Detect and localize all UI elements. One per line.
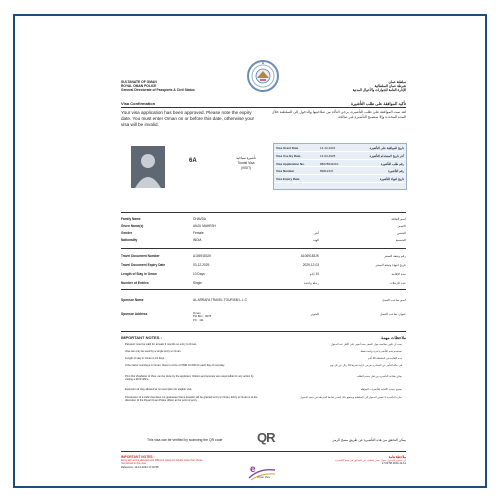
field-value-ar: الهند <box>313 237 319 242</box>
note-item: Possession of a valid visa does not guarantee that a traveller will be granted entry to Oman. Entry to Oman is at the discretion of the Royal Oman Police officer at the point of entry. <box>125 396 258 403</box>
visa-info-label: Visa Application No. <box>276 161 305 166</box>
visa-info-label: Visa Number <box>276 169 295 174</box>
field-value-ar: 2029-12-03 <box>302 262 319 267</box>
visa-info-label: Visa Use By Date <box>276 153 301 158</box>
field-label-ar: تاريخ انتهاء وثيقة السفر <box>375 262 406 267</box>
field-label: Sponsor Address <box>121 311 148 316</box>
field-label-ar: الاسم <box>398 223 406 228</box>
field-label-ar: عنوان صاحب العمل <box>380 311 406 316</box>
note-item: Visa can only be used by a single entry to Oman. <box>125 350 182 353</box>
field-value: Single <box>193 280 202 285</box>
note-item: Print this Visa/letter of Visa, can be done by the applicant. Visitors and sponsor are responsible for any action by visiting a ROP office. <box>125 375 254 382</box>
divider <box>121 331 406 332</box>
note-item: Passport must be valid for at least 6 months on entry to Oman. <box>125 343 197 346</box>
visa-info-row <box>274 167 406 175</box>
note-item-ar: في حالة التأخر عن المغادرة تفرض غرامة قدرها 10 ريال عن كل يوم <box>330 364 402 367</box>
visa-info-value: 89812347 <box>320 169 334 174</box>
footer-notes <box>121 455 211 470</box>
divider <box>121 451 406 452</box>
applicant-photo <box>131 146 165 188</box>
visa-type-name: Tourist Visa <box>237 161 255 165</box>
field-label-ar: عدد الرحلات <box>389 280 406 285</box>
footer-ref-ar: 2024-12-14 17:02:58 <box>381 462 406 466</box>
note-item: Length of stay in Oman is 10 days. <box>125 357 165 360</box>
note-item: If the visitor overstays in Oman, there is a fine of OMR 10.000 for each day of overstay. <box>125 364 225 367</box>
visa-info-row <box>274 144 406 152</box>
field-value: ANJU MAHESH <box>193 223 216 228</box>
divider <box>121 248 406 249</box>
footer-notes-text: Entry will not be allowed with different passport details other than those mentioned in this visa. <box>121 459 203 466</box>
footer-notes-title-ar: ملاحظة هامة <box>388 455 406 459</box>
header-left-line: SULTANATE OF OMAN <box>121 80 157 84</box>
field-value: CHAVDA <box>193 216 207 221</box>
personal-row <box>121 236 406 243</box>
field-label: Nationality <box>121 237 138 242</box>
document-frame <box>13 14 487 488</box>
notes-list <box>121 343 261 423</box>
qr-label: QR <box>257 430 275 445</box>
personal-row <box>121 215 406 222</box>
visa-info-label-ar: آخر تاريخ لاستخدام التأشيرة <box>369 153 404 158</box>
travel-row <box>121 270 406 277</box>
sponsor-row <box>121 310 406 326</box>
visa-info-label-ar: رقم طلب التأشيرة <box>380 161 404 166</box>
header-left-line: General Directorate of Passports & Civil Status <box>121 88 195 93</box>
field-value: A1069183JK <box>193 253 212 258</box>
visa-confirmation-title-ar: تأكيد الموافقة على طلب التأشيرة <box>351 101 406 106</box>
footer-notes-ar <box>316 455 406 467</box>
visa-info-row <box>274 175 406 183</box>
divider <box>121 289 406 290</box>
qr-code-badge[interactable] <box>257 430 277 448</box>
personal-row <box>121 229 406 236</box>
visa-type-name-ar: تأشيرة سياحية <box>236 156 256 160</box>
visa-info-value: 14-12-2024 <box>320 146 336 150</box>
field-value-ar: 10 أيام <box>309 271 319 276</box>
footer-notes-title: IMPORTANT NOTES : <box>121 455 155 459</box>
field-value: 03-12-2029 <box>193 262 210 267</box>
field-value-ar: الخوير <box>310 311 319 316</box>
field-label-ar: مدة الإقامة <box>391 271 406 276</box>
footer-notes-text-ar: لن يسمح بالدخول بجواز سفر مختلف عن المذكور في هذه التأشيرة <box>335 459 406 463</box>
field-label: Travel Document Expiry Date <box>121 262 166 267</box>
field-label: Family Name <box>121 216 141 221</box>
field-label-ar: رقم وثيقة السفر <box>384 253 406 258</box>
visa-type-sub: (VISIT) <box>240 166 252 170</box>
field-label: Gender <box>121 230 133 235</box>
visa-info-label-ar: رقم التأشيرة <box>388 169 404 174</box>
note-item-ar: يمكن طباعة التأشيرة من قبل مقدم الطلب <box>356 375 402 378</box>
visa-info-label: Visa Grant Date <box>276 146 299 150</box>
visa-info-label-ar: تاريخ الموافقة على التأشيرة <box>369 146 404 150</box>
visa-info-row <box>274 160 406 168</box>
royal-oman-police-emblem <box>245 58 281 94</box>
travel-row <box>121 279 406 286</box>
field-label: Sponsor Name <box>121 297 144 302</box>
field-value: 10 Days <box>193 271 205 276</box>
field-value-ar: رحلة واحدة <box>304 280 319 285</box>
note-item: Extension of stay allowed at no exemption for eligible visa. <box>125 388 193 391</box>
footer-ref: Reference: 14-12-2024 17:02:58 <box>121 465 159 469</box>
field-label: Length of Stay in Oman <box>121 271 157 276</box>
field-value-ar: أنثى <box>313 230 319 235</box>
note-item-ar: تستخدم هذه التأشيرة لمرة واحدة فقط <box>360 350 402 353</box>
divider <box>121 212 406 213</box>
header-right-line: شرطة عمان السلطانية <box>374 84 406 89</box>
sponsor-row <box>121 296 406 303</box>
visa-info-row <box>274 152 406 160</box>
note-item-ar: يجب أن تكون صلاحية جواز السفر ستة أشهر على الأقل عند الدخول <box>330 343 402 346</box>
visa-info-label-ar: تاريخ انتهاء التأشيرة <box>379 177 404 182</box>
header-left-line: ROYAL OMAN POLICE <box>121 84 157 89</box>
field-value: INDIA <box>193 237 202 242</box>
travel-row <box>121 252 406 259</box>
field-label-ar: الجنسية <box>395 237 406 242</box>
field-label: Given Name(s) <box>121 223 144 228</box>
note-item-ar: مدة الإقامة في السلطنة 10 أيام <box>368 357 402 360</box>
visa-info-value: 13-03-2025 <box>320 153 336 158</box>
visa-info-label: Visa Expiry Date <box>276 177 300 182</box>
verify-text: This visa can be verified by scanning the QR code <box>147 438 223 442</box>
field-label-ar: اسم صاحب العمل <box>382 297 406 302</box>
visa-type-code: 6A <box>189 158 197 164</box>
notes-title-ar: ملاحظات مهمة <box>381 335 406 340</box>
field-label: Travel Document Number <box>121 253 160 258</box>
header-right-line: الإدارة العامة للجوازات والأحوال المدنية <box>352 88 406 93</box>
field-label: Number of Entries <box>121 280 149 285</box>
evisa-logo-caption: Oman Visa <box>257 476 270 479</box>
evisa-logo <box>247 464 277 482</box>
field-value: AL ARRAFA TRAVEL TOURISM L.L.C <box>193 297 247 302</box>
field-label-ar: اسم العائلة <box>391 216 406 221</box>
verify-text-ar: يمكن التحقق من هذه التأشيرة عن طريق مسح الرمز <box>332 438 406 442</box>
note-item-ar: يسمح بتمديد الإقامة للتأشيرات المؤهلة <box>360 388 402 391</box>
person-silhouette-icon <box>131 146 165 188</box>
visa-info-panel <box>273 143 407 190</box>
header-right <box>353 80 406 93</box>
approval-message: Your visa application has been approved. Please note the expiry date. You must enter Oman on or before this date, otherwise your visa will be invalid. <box>121 110 255 127</box>
note-item-ar: حيازة التأشيرة لا تضمن الدخول إلى السلطنة ويخضع ذلك لتقدير ضابط الشرطة في منفذ الدخول <box>300 396 402 399</box>
approval-message-ar: لقد تمت الموافقة على طلب التأشيرة، يرجى التأكد من صلاحيتها والدخول إلى السلطنة خلال المدة المحددة وإلا ستصبح التأشيرة غير صالحة <box>271 110 406 119</box>
field-label-ar: الجنس <box>397 230 406 235</box>
field-value: Female <box>193 230 204 235</box>
travel-row <box>121 261 406 268</box>
visa-info-value: 88678842210 <box>320 161 339 166</box>
evisa-logo-letter: e <box>250 464 256 475</box>
header-right-line: سلطنة عمان <box>388 80 406 84</box>
notes-title: IMPORTANT NOTES : <box>121 335 162 340</box>
notes-list-ar <box>267 343 406 423</box>
field-value-ar: A1069183JK <box>300 253 319 258</box>
field-value: Oman PO Box : 3078 PC : 111 <box>193 310 212 323</box>
visa-page <box>107 46 420 488</box>
visa-confirmation-title: Visa Confirmation <box>121 101 156 106</box>
header-left <box>121 80 195 93</box>
personal-row <box>121 222 406 229</box>
divider <box>121 107 406 108</box>
